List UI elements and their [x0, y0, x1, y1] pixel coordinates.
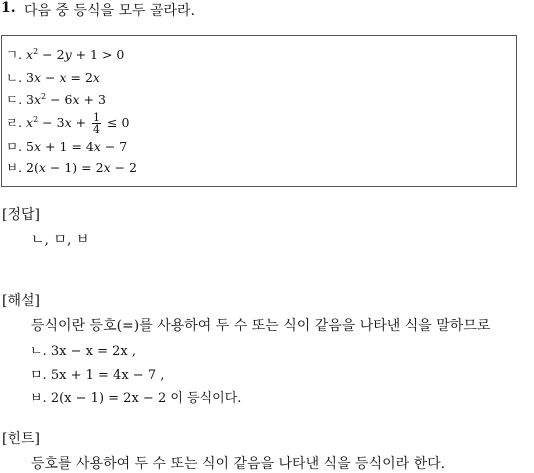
option-item — [6, 45, 124, 63]
option-item — [6, 112, 129, 135]
option-marker: ㅂ. — [6, 160, 27, 175]
option-expression: 2(x − 1) = 2x − 2 — [26, 160, 137, 175]
option-expression: 5x + 1 = 4x − 7 — [26, 139, 128, 154]
option-expression: 3x − x = 2x — [26, 70, 100, 85]
hint-text: 등호를 사용하여 두 수 또는 식이 같음을 나타낸 식을 등식이라 한다. — [31, 456, 446, 472]
explanation-item — [30, 387, 241, 406]
option-item — [6, 158, 137, 176]
option-expression: $x^2 - 3x$ + $\frac{1}{4}$ ≤ 0 — [26, 111, 130, 136]
option-expression: $x^2 - 2y + 1 > 0$ — [26, 46, 125, 62]
question-number: 1. — [1, 0, 16, 16]
option-marker: ㄷ. — [6, 92, 27, 107]
option-marker: ㄹ. — [6, 115, 27, 130]
explanation-item-marker: ㅂ. — [30, 391, 51, 406]
option-marker: ㅁ. — [6, 139, 27, 154]
explanation-item — [30, 340, 136, 359]
answer-text: ㄴ, ㅁ, ㅂ — [31, 232, 90, 248]
option-item — [6, 90, 106, 108]
option-marker: ㄱ. — [6, 47, 27, 62]
explanation-item — [30, 364, 164, 383]
option-expression: $3x^2 - 6x + 3$ — [26, 91, 106, 107]
option-item — [6, 137, 127, 155]
option-item — [6, 68, 100, 86]
question-text: 다음 중 등식을 모두 골라라. — [24, 3, 196, 19]
explanation-intro: 등식이란 등호(=)를 사용하여 두 수 또는 식이 같음을 나타낸 식을 말하므로 — [31, 318, 491, 334]
explanation-item-expression: 5x + 1 = 4x − 7 , — [50, 368, 165, 383]
explanation-item-marker: ㄴ. — [30, 344, 51, 359]
explanation-item-expression: 3x − x = 2x , — [50, 344, 137, 359]
explanation-heading: [해설] — [2, 293, 40, 309]
hint-heading: [힌트] — [2, 431, 40, 447]
explanation-item-marker: ㅁ. — [30, 368, 51, 383]
answer-heading: [정답] — [2, 207, 40, 223]
explanation-item-expression: 2(x − 1) = 2x − 2 이 등식이다. — [50, 391, 242, 406]
option-marker: ㄴ. — [6, 70, 27, 85]
